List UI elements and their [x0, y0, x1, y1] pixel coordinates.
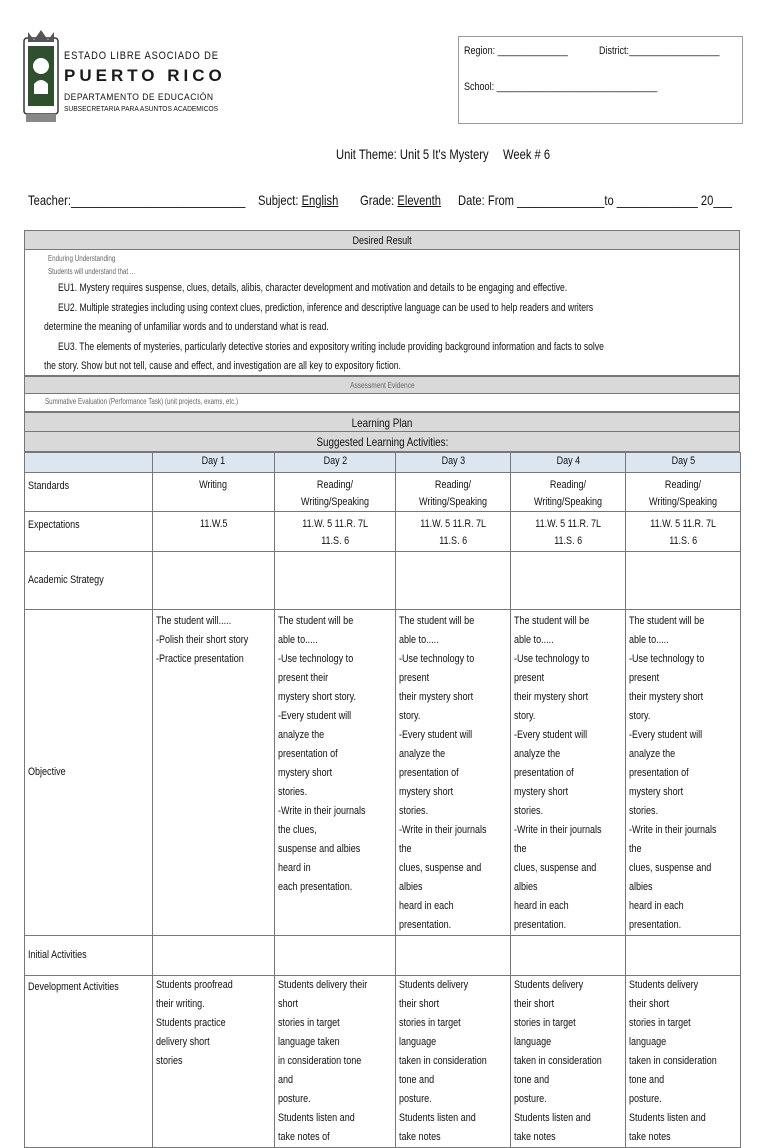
initial-activities-day-2[interactable]	[275, 936, 396, 976]
development-activities-label: Development Activities	[25, 976, 153, 1148]
academic-strategy-label: Academic Strategy	[25, 552, 153, 610]
day-1-header: Day 1	[153, 453, 275, 473]
objective-day-2: The student will be able to..... -Use technology to present their mystery short story. -Every student will analyze the presentation of mystery short stories. -Write in their journals the clues, suspense and albies heard in each presentation.	[275, 610, 396, 936]
development-activities-day-1: Students proofread their writing. Students practice delivery short stories	[153, 976, 275, 1148]
eu1-text: EU1. Mystery requires suspense, clues, details, alibis, character development and motivation and details to be engaging and effective.	[58, 282, 568, 294]
objective-day-4: The student will be able to..... -Use technology to present their mystery short story. -Every student will analyze the presentation of mystery short stories. -Write in their journals the clues, suspense and albies heard in each presentation.	[511, 610, 626, 936]
expectations-day-3: 11.W. 5 11.R. 7L 11.S. 6	[396, 512, 511, 552]
learning-plan-header	[24, 412, 740, 432]
region-district-school-box	[458, 36, 743, 124]
subject-label: Subject:	[258, 192, 299, 208]
unit-theme: Unit Theme: Unit 5 It's Mystery	[336, 146, 489, 162]
standards-row	[25, 473, 741, 512]
initial-activities-day-3[interactable]	[396, 936, 511, 976]
academic-strategy-day-3[interactable]	[396, 552, 511, 610]
initial-activities-day-4[interactable]	[511, 936, 626, 976]
eu3-text-line1: EU3. The elements of mysteries, particularly detective stories and expository writing include providing background information and facts to solve	[58, 341, 604, 353]
objective-day-3: The student will be able to..... -Use technology to present their mystery short story. -Every student will analyze the presentation of mystery short stories. -Write in their journals the clues, suspense and albies heard in each presentation.	[396, 610, 511, 936]
academic-strategy-day-5[interactable]	[626, 552, 741, 610]
standards-day-5: Reading/ Writing/Speaking	[626, 473, 741, 512]
date-field[interactable]: Date: From ______________to _____________ 20___	[458, 192, 733, 208]
agency-line-3: DEPARTAMENTO DE EDUCACIÓN	[64, 92, 214, 102]
week-number: Week # 6	[503, 146, 551, 162]
academic-strategy-day-2[interactable]	[275, 552, 396, 610]
grade-label: Grade:	[360, 192, 395, 208]
district-field[interactable]: District:__________________	[599, 45, 720, 57]
day-3-header: Day 3	[396, 453, 511, 473]
objective-day-5: The student will be able to..... -Use technology to present their mystery short story. -Every student will analyze the presentation of mystery short stories. -Write in their journals the clues, suspense and albies heard in each presentation.	[626, 610, 741, 936]
enduring-understanding-label: Enduring Understanding	[48, 254, 116, 263]
initial-activities-row	[25, 936, 741, 976]
lesson-plan-table	[24, 452, 741, 1148]
agency-line-1: ESTADO LIBRE ASOCIADO DE	[64, 50, 219, 62]
subject-value: English	[301, 192, 339, 208]
eu2-text-line1: EU2. Multiple strategies including using context clues, prediction, inference and descriptive language can be used to help readers and writers	[58, 302, 594, 314]
school-field[interactable]: School: ________________________________	[464, 81, 658, 93]
desired-result-header	[24, 230, 740, 250]
summative-evaluation-row	[24, 394, 740, 412]
eu2-text-line2: determine the meaning of unfamiliar words and to understand what is read.	[44, 321, 329, 333]
eu3-text-line2: the story. Show but not tell, cause and effect, and investigation are all key to expository fiction.	[44, 360, 401, 372]
standards-day-2: Reading/ Writing/Speaking	[275, 473, 396, 512]
region-field[interactable]: Region: ______________	[464, 45, 568, 57]
objective-day-1: The student will..... -Polish their short story -Practice presentation	[153, 610, 275, 936]
academic-strategy-day-1[interactable]	[153, 552, 275, 610]
development-activities-day-4: Students delivery their short stories in target language taken in consideration tone and posture. Students listen and take notes	[511, 976, 626, 1148]
assessment-evidence-header	[24, 376, 740, 394]
expectations-row	[25, 512, 741, 552]
agency-line-4: SUBSECRETARIA PARA ASUNTOS ACADEMICOS	[64, 106, 219, 113]
day-4-header: Day 4	[511, 453, 626, 473]
expectations-day-4: 11.W. 5 11.R. 7L 11.S. 6	[511, 512, 626, 552]
initial-activities-day-1[interactable]	[153, 936, 275, 976]
academic-strategy-day-4[interactable]	[511, 552, 626, 610]
development-activities-day-5: Students delivery their short stories in target language taken in consideration tone and posture. Students listen and take notes	[626, 976, 741, 1148]
standards-label: Standards	[25, 473, 153, 512]
suggested-activities-header	[24, 432, 740, 452]
day-2-header: Day 2	[275, 453, 396, 473]
desired-result-title: Desired Result	[352, 235, 412, 247]
learning-plan-title: Learning Plan	[351, 416, 413, 430]
summative-evaluation-label: Summative Evaluation (Performance Task) (unit projects, exams, etc.)	[45, 397, 239, 406]
grade-field	[360, 192, 441, 208]
expectations-label: Expectations	[25, 512, 153, 552]
teacher-field[interactable]: Teacher:____________________________	[28, 192, 246, 208]
suggested-activities-title: Suggested Learning Activities:	[316, 435, 448, 449]
subject-field	[258, 192, 338, 208]
objective-label: Objective	[25, 610, 153, 936]
initial-activities-day-5[interactable]	[626, 936, 741, 976]
development-activities-day-3: Students delivery their short stories in target language taken in consideration tone and posture. Students listen and take notes	[396, 976, 511, 1148]
agency-line-2: PUERTO RICO	[64, 66, 226, 85]
expectations-day-5: 11.W. 5 11.R. 7L 11.S. 6	[626, 512, 741, 552]
standards-day-3: Reading/ Writing/Speaking	[396, 473, 511, 512]
academic-strategy-row	[25, 552, 741, 610]
day-5-header: Day 5	[626, 453, 741, 473]
development-activities-day-2: Students delivery their short stories in target language taken in consideration tone and posture. Students listen and take notes of	[275, 976, 396, 1148]
grade-value: Eleventh	[397, 192, 441, 208]
puerto-rico-seal-logo	[22, 28, 60, 128]
expectations-day-2: 11.W. 5 11.R. 7L 11.S. 6	[275, 512, 396, 552]
development-activities-row	[25, 976, 741, 1148]
expectations-day-1: 11.W.5	[153, 512, 275, 552]
days-header-blank	[25, 453, 153, 473]
students-understand-label: Students will understand that ...	[48, 267, 136, 276]
objective-row	[25, 610, 741, 936]
standards-day-4: Reading/ Writing/Speaking	[511, 473, 626, 512]
days-header-row	[25, 453, 741, 473]
initial-activities-label: Initial Activities	[25, 936, 153, 976]
assessment-evidence-title: Assessment Evidence	[349, 381, 415, 390]
standards-day-1: Writing	[153, 473, 275, 512]
